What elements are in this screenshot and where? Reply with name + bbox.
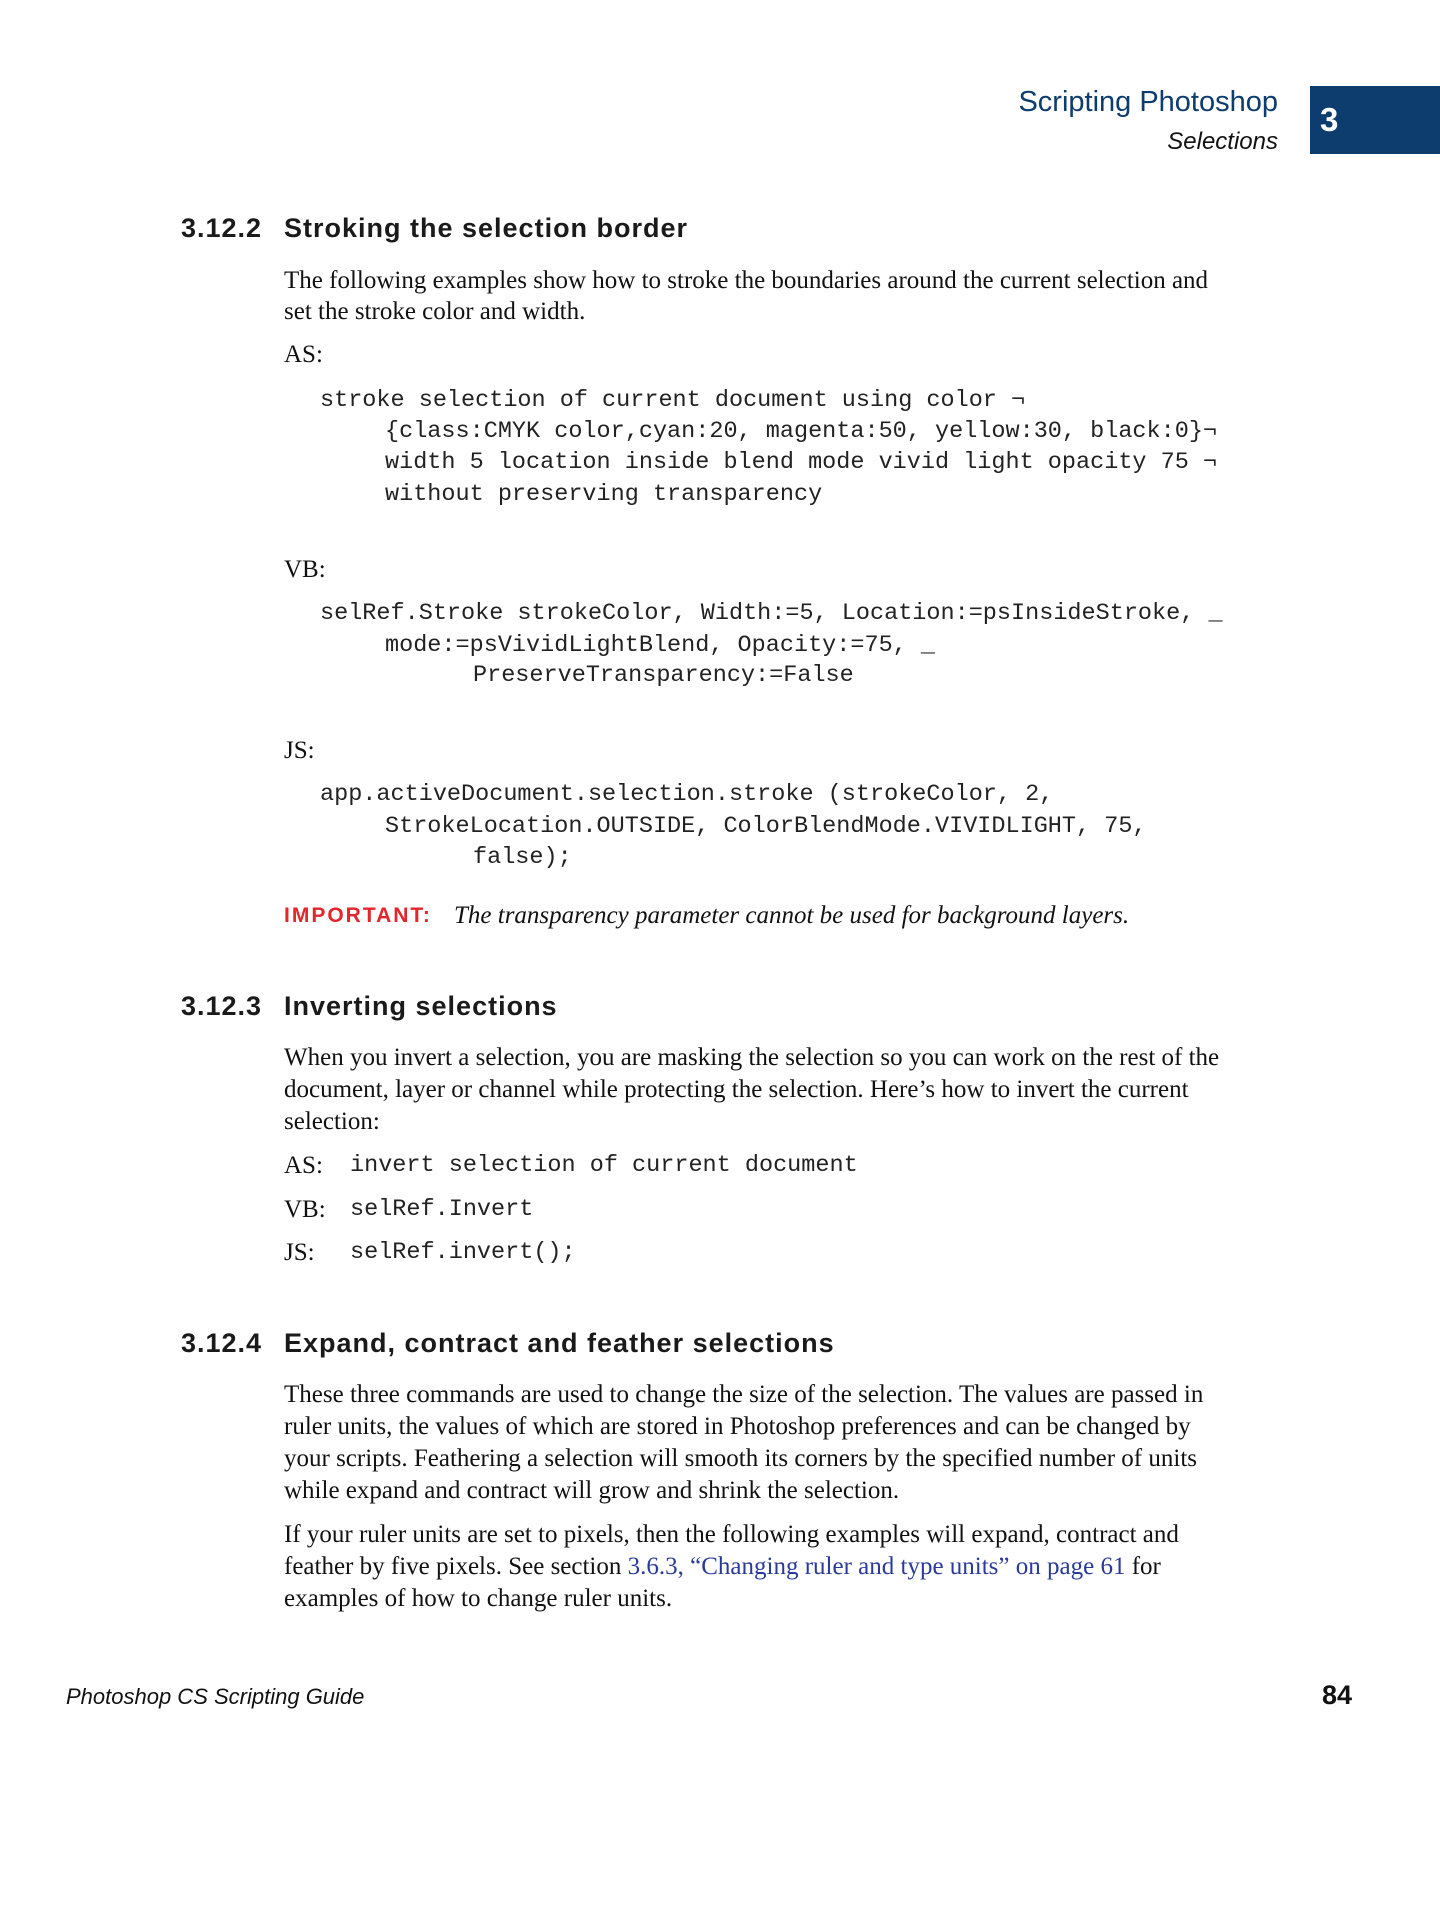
code-line: false); [473, 844, 572, 871]
section-title: Stroking the selection border [284, 213, 689, 243]
cross-reference-link[interactable]: 3.6.3, “Changing ruler and type units” on page 61 [627, 1553, 1126, 1580]
code-line: {class:CMYK color,cyan:20, magenta:50, yellow:30, black:0}¬ [385, 418, 1218, 445]
paragraph-line: selection: [284, 1108, 380, 1135]
header-subtitle: Selections [1167, 128, 1278, 155]
paragraph-line: your scripts. Feathering a selection will smooth its corners by the specified number of units [284, 1445, 1198, 1472]
js-label: JS: [284, 1239, 315, 1266]
section-number: 3.12.2 [181, 213, 263, 243]
page-number: 84 [1321, 1680, 1352, 1710]
paragraph-line: document, layer or channel while protecting the selection. Here’s how to invert the current [284, 1076, 1189, 1103]
section-number: 3.12.4 [181, 1328, 263, 1358]
vb-label: VB: [284, 1196, 326, 1223]
important-note: The transparency parameter cannot be used for background layers. [454, 902, 1130, 929]
paragraph-line: When you invert a selection, you are masking the selection so you can work on the rest of the [284, 1044, 1220, 1071]
js-label: JS: [284, 737, 315, 764]
paragraph-line: set the stroke color and width. [284, 298, 586, 325]
paragraph-line: ruler units, the values of which are stored in Photoshop preferences and can be changed by [284, 1413, 1191, 1440]
code-line: selRef.Invert [350, 1196, 534, 1223]
code-line: width 5 location inside blend mode vivid light opacity 75 ¬ [385, 449, 1218, 476]
paragraph-line: The following examples show how to stroke the boundaries around the current selection and [284, 267, 1209, 294]
code-line: mode:=psVividLightBlend, Opacity:=75, _ [385, 632, 935, 659]
code-line: invert selection of current document [350, 1152, 858, 1179]
guide-title: Photoshop CS Scripting Guide [66, 1684, 365, 1709]
code-line: StrokeLocation.OUTSIDE, ColorBlendMode.VIVIDLIGHT, 75, [385, 813, 1147, 840]
code-line: PreserveTransparency:=False [473, 662, 854, 689]
chapter-tab [1310, 86, 1440, 154]
section-title: Inverting selections [284, 991, 558, 1021]
code-line: selRef.invert(); [350, 1239, 576, 1266]
code-line: selRef.Stroke strokeColor, Width:=5, Location:=psInsideStroke, _ [320, 600, 1223, 627]
code-line: stroke selection of current document using color ¬ [320, 387, 1026, 414]
as-label: AS: [284, 1152, 323, 1179]
text: for [1125, 1553, 1161, 1580]
paragraph-line [284, 1551, 1161, 1583]
chapter-number: 3 [1320, 101, 1339, 138]
vb-label: VB: [284, 556, 326, 583]
header-title: Scripting Photoshop [1018, 86, 1278, 118]
paragraph-line: If your ruler units are set to pixels, then the following examples will expand, contract and [284, 1521, 1179, 1548]
paragraph-line: These three commands are used to change the size of the selection. The values are passed in [284, 1381, 1204, 1408]
paragraph-line: examples of how to change ruler units. [284, 1585, 673, 1612]
code-line: without preserving transparency [385, 481, 823, 508]
section-number: 3.12.3 [181, 991, 263, 1021]
paragraph-line: while expand and contract will grow and shrink the selection. [284, 1477, 900, 1504]
as-label: AS: [284, 341, 323, 368]
section-title: Expand, contract and feather selections [284, 1328, 835, 1358]
important-label: IMPORTANT: [284, 904, 432, 927]
text: feather by five pixels. See section [284, 1553, 628, 1580]
code-line: app.activeDocument.selection.stroke (strokeColor, 2, [320, 781, 1054, 808]
